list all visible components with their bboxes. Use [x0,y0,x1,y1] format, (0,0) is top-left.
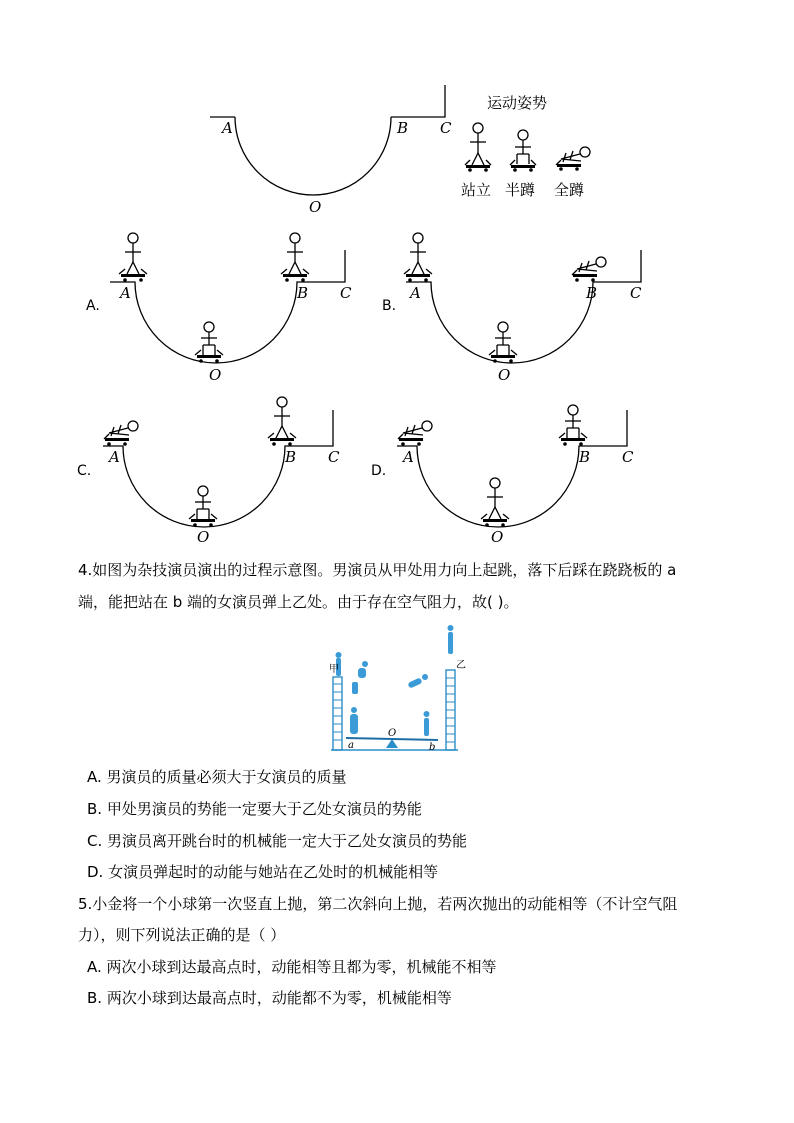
option-c-figure [93,392,363,547]
svg-text:A: A [120,284,131,302]
svg-text:C: C [630,284,642,302]
q5-option-b[interactable]: B. 两次小球到达最高点时，动能都不为零，机械能相等 [87,989,452,1007]
q4-option-b[interactable]: B. 甲处男演员的势能一定要大于乙处女演员的势能 [87,800,422,818]
point-a-label: A [222,119,233,137]
svg-text:O: O [491,528,504,546]
option-b-figure [396,230,666,385]
q4-stem-line1: 4.如图为杂技演员演出的过程示意图。男演员从甲处用力向上起跳，落下后踩在跷跷板的 a [78,561,677,579]
q4-stem-line2: 端，能把站在 b 端的女演员弹上乙处。由于存在空气阻力，故( )。 [78,593,519,611]
option-d-label: D. [371,463,387,479]
point-o-label: O [309,198,322,216]
posture-label-standing: 站立 [461,181,492,199]
option-c-label: C. [77,463,92,479]
option-d-figure [387,392,657,547]
standing-figure-icon [460,120,496,172]
option-a-label: A. [86,298,100,314]
svg-text:C: C [340,284,352,302]
svg-text:A: A [403,448,414,466]
svg-text:B: B [285,448,297,466]
posture-label-full-squat: 全蹲 [554,181,585,199]
svg-text:O: O [498,366,511,384]
svg-text:B: B [586,284,598,302]
option-a-figure [100,230,370,385]
figure-label-o: O [388,728,397,739]
q4-option-a[interactable]: A. 男演员的质量必须大于女演员的质量 [87,768,347,786]
point-c-label: C [440,119,452,137]
q5-stem-line2: 力），则下列说法正确的是（ ） [78,926,286,944]
figure-label-a: a [348,740,354,751]
track-semicircle [235,117,391,195]
q5-stem-line1: 5.小金将一个小球第一次竖直上抛，第二次斜向上抛，若两次抛出的动能相等（不计空气阻 [78,895,678,913]
q4-option-d[interactable]: D. 女演员弹起时的动能与她站在乙处时的机械能相等 [87,863,439,881]
svg-text:A: A [410,284,421,302]
figure-label-b: b [429,742,436,753]
posture-label-half-squat: 半蹲 [505,181,536,199]
svg-text:O: O [197,528,210,546]
figure-label-jia: 甲 [329,664,339,675]
option-b-label: B. [382,298,397,314]
svg-text:B: B [297,284,309,302]
top-track-figure [200,80,470,220]
svg-text:B: B [579,448,591,466]
full-squat-figure-icon [553,145,593,173]
figure-label-yi: 乙 [456,660,466,671]
q4-option-c[interactable]: C. 男演员离开跳台时的机械能一定大于乙处女演员的势能 [87,832,468,850]
track-right-platform [391,85,445,117]
svg-text:C: C [622,448,634,466]
svg-text:A: A [109,448,120,466]
svg-text:O: O [209,366,222,384]
half-squat-figure-icon [505,128,541,172]
acrobat-seesaw-figure [328,622,468,754]
point-b-label: B [397,119,409,137]
svg-text:C: C [328,448,340,466]
posture-legend-title: 运动姿势 [487,94,548,112]
q5-option-a[interactable]: A. 两次小球到达最高点时，动能相等且都为零，机械能不相等 [87,958,497,976]
